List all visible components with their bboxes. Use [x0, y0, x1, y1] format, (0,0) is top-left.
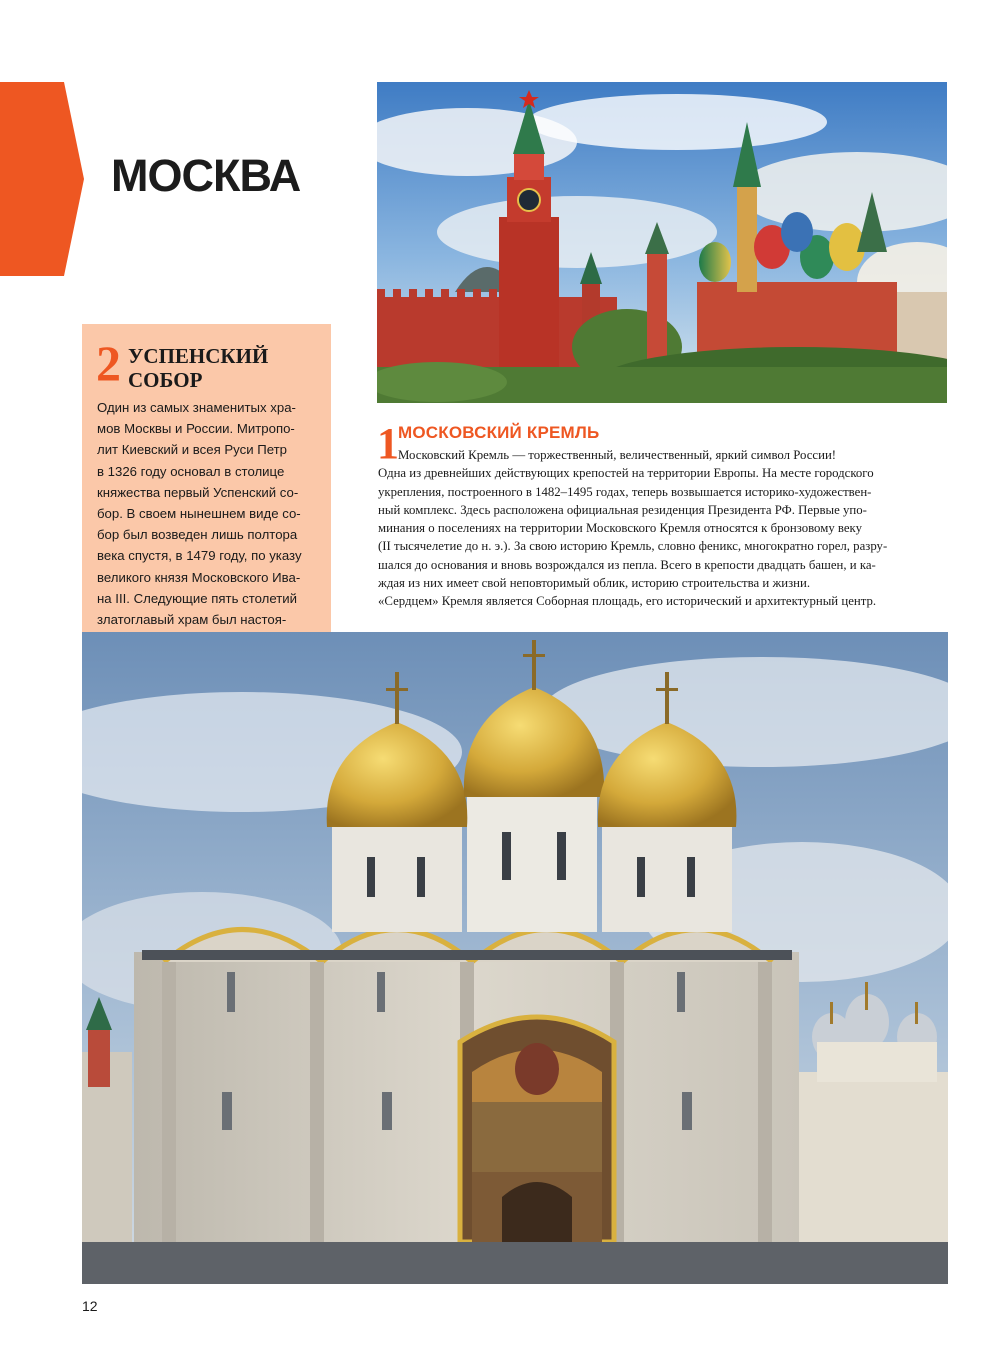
section1-title: МОСКОВСКИЙ КРЕМЛЬ	[398, 423, 600, 442]
section2-line: лит Киевский и всея Руси Петр	[97, 442, 288, 458]
section2-title-line1: УСПЕНСКИЙ	[128, 344, 269, 368]
section2-line: Один из самых знаменитых хра-	[97, 400, 296, 415]
page-title: МОСКВА	[111, 150, 301, 201]
section2-line: бор. В своем нынешнем виде со-	[97, 506, 301, 522]
section2-line: на III. Следующие пять столетий	[97, 590, 298, 606]
section1-line: Московский Кремль — торжественный, величественный, яркий символ России!	[398, 448, 837, 462]
section2-line: века спустя, в 1479 году, по указу	[97, 548, 302, 564]
section2-line: бор был возведен лишь полтора	[97, 527, 298, 543]
page-number: 12	[82, 1298, 98, 1314]
photo-red-square	[377, 82, 947, 403]
photo-dormition-cathedral	[82, 632, 948, 1284]
section1-line: шался до основания и вновь возрождался из пепла. Всего в крепости двадцать башен, и ка-	[378, 557, 876, 572]
section1-line: ный комплекс. Здесь расположена официальная резиденция Президента РФ. Первые упо-	[378, 502, 867, 517]
chapter-tab-marker	[0, 82, 84, 276]
red-square-illustration	[377, 82, 947, 403]
section2-line: в 1326 году основал в столице	[97, 463, 285, 479]
section1-line: минания о поселениях на территории Московского Кремля относятся к бронзовому веку	[378, 521, 862, 536]
cathedral-illustration	[82, 632, 948, 1284]
section1-body	[378, 446, 953, 611]
section1-line: ждая из них имеет свой неповторимый облик, историю строительства и жизни.	[378, 576, 811, 591]
section2-line: княжества первый Успенский со-	[97, 484, 299, 500]
section2-line: златоглавый храм был настоя-	[97, 612, 287, 628]
section1-line: укрепления, построенного в 1482–1495 годах, теперь возвышается историко-художествен-	[378, 484, 872, 499]
section1-number: 1	[377, 419, 399, 468]
section1-line: (II тысячелетие до н. э.). За свою историю Кремль, словно феникс, многократно горел, разру-	[378, 539, 888, 554]
section2-line: мов Москвы и России. Митропо-	[97, 421, 295, 437]
section2-title-line2: СОБОР	[128, 368, 203, 392]
section2-title	[128, 344, 318, 392]
section2-line: великого князя Московского Ива-	[97, 569, 301, 585]
section1-line: Одна из древнейших действующих крепостей на территории Европы. На месте городского	[378, 466, 874, 481]
section1-line: «Сердцем» Кремля является Соборная площадь, его исторический и архитектурный центр.	[378, 594, 877, 609]
section2-number: 2	[96, 335, 121, 391]
